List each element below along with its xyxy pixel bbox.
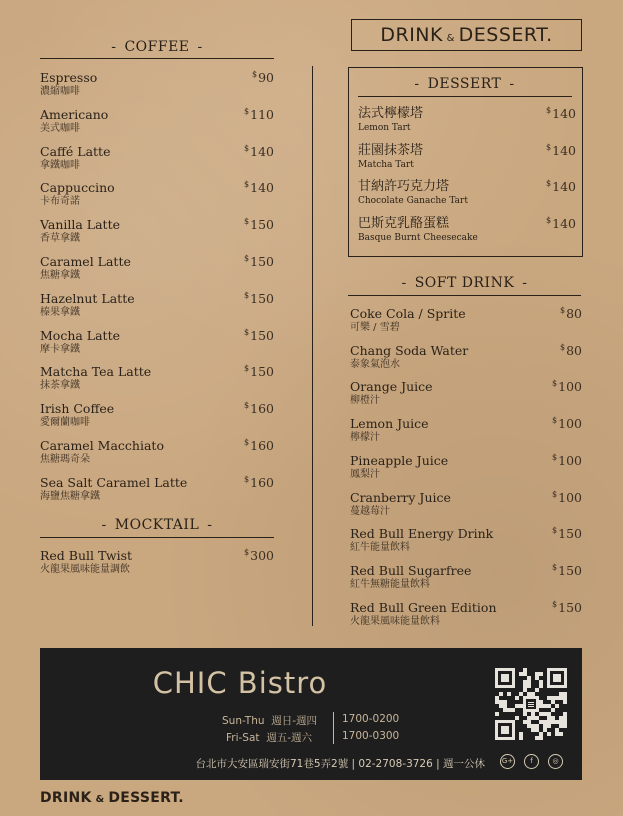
qr-module bbox=[535, 688, 539, 692]
item-name-en: Caffé Latte bbox=[40, 143, 111, 159]
item-name-en: Hazelnut Latte bbox=[40, 290, 135, 306]
item-name-en: Sea Salt Caramel Latte bbox=[40, 474, 188, 490]
currency-symbol: $ bbox=[546, 215, 552, 225]
currency-symbol: $ bbox=[244, 217, 250, 227]
price-value: 140 bbox=[552, 142, 576, 158]
price-value: 150 bbox=[250, 290, 274, 306]
logo-drink: DRINK bbox=[40, 790, 92, 806]
price-value: 150 bbox=[250, 364, 274, 380]
item-name-en: Red Bull Green Edition bbox=[350, 599, 497, 615]
qr-module bbox=[551, 708, 555, 712]
item-price bbox=[214, 70, 274, 85]
dessert-item bbox=[358, 106, 423, 134]
qr-module bbox=[527, 684, 531, 688]
item-name-zh: 紅牛無糖能量飲料 bbox=[350, 578, 430, 590]
currency-symbol: $ bbox=[244, 254, 250, 263]
qr-module bbox=[501, 726, 509, 734]
coffee-item bbox=[40, 328, 120, 356]
soft-drink-item bbox=[350, 526, 493, 554]
item-price bbox=[214, 180, 274, 195]
item-name-zh: 焦糖拿鐵 bbox=[40, 270, 80, 281]
footer-panel bbox=[40, 648, 582, 780]
currency-symbol: $ bbox=[244, 143, 250, 153]
price-value: 150 bbox=[558, 562, 582, 578]
item-price bbox=[214, 291, 274, 306]
coffee-item bbox=[40, 217, 120, 245]
coffee-item bbox=[40, 438, 164, 466]
currency-symbol: $ bbox=[552, 562, 558, 572]
qr-module bbox=[563, 724, 567, 728]
item-name-en: Espresso bbox=[40, 70, 98, 85]
item-name-en: Cranberry Juice bbox=[350, 489, 451, 505]
qr-module bbox=[528, 704, 534, 705]
qr-module bbox=[547, 724, 551, 728]
item-price bbox=[516, 600, 582, 615]
currency-symbol: $ bbox=[244, 327, 250, 337]
item-name-en: Pineapple Juice bbox=[350, 452, 449, 468]
currency-symbol: $ bbox=[546, 142, 552, 152]
item-price bbox=[516, 490, 582, 505]
item-price bbox=[512, 106, 576, 121]
currency-symbol: $ bbox=[546, 106, 552, 115]
item-price bbox=[512, 216, 576, 231]
price-value: 150 bbox=[250, 217, 274, 233]
price-value: 100 bbox=[558, 416, 582, 432]
item-name-zh: 焦糖瑪奇朵 bbox=[40, 454, 90, 465]
item-price bbox=[214, 364, 274, 379]
price-value: 80 bbox=[566, 342, 582, 358]
mocktail-item bbox=[40, 548, 132, 576]
item-name-en: Lemon Tart bbox=[358, 123, 411, 133]
item-price bbox=[214, 217, 274, 232]
brand-name: CHIC Bistro bbox=[152, 666, 328, 700]
qr-module bbox=[563, 700, 567, 704]
price-value: 160 bbox=[250, 474, 274, 490]
item-name-en: Coke Cola / Sprite bbox=[350, 306, 466, 321]
qr-module bbox=[539, 684, 543, 688]
hours-days-zh: 週日-週四 bbox=[271, 715, 318, 727]
qr-code[interactable] bbox=[495, 668, 567, 740]
item-price bbox=[214, 438, 274, 453]
logo-dessert: DESSERT. bbox=[108, 790, 184, 806]
qr-module bbox=[515, 716, 519, 720]
price-value: 160 bbox=[250, 438, 274, 453]
coffee-item bbox=[40, 144, 110, 172]
currency-symbol: $ bbox=[552, 489, 558, 499]
item-name-en: Matcha Tart bbox=[358, 159, 414, 170]
hours-row-1 bbox=[222, 713, 317, 728]
coffee-item bbox=[40, 254, 131, 282]
qr-module bbox=[539, 672, 543, 676]
coffee-item bbox=[40, 475, 187, 503]
soft-drink-item bbox=[350, 563, 471, 591]
column-divider bbox=[312, 66, 313, 626]
instagram-icon[interactable]: ◎ bbox=[548, 754, 563, 769]
item-price bbox=[214, 254, 274, 269]
item-name-zh: 可樂 / 雪碧 bbox=[350, 322, 400, 333]
item-name-zh: 拿鐵咖啡 bbox=[40, 159, 80, 171]
qr-module bbox=[495, 712, 499, 716]
currency-symbol: $ bbox=[244, 106, 250, 116]
qr-module bbox=[501, 674, 509, 682]
logo-amp: & bbox=[446, 33, 455, 44]
item-price bbox=[214, 548, 274, 563]
price-value: 110 bbox=[250, 106, 274, 122]
logo-dessert: DESSERT. bbox=[458, 24, 553, 46]
item-name-zh: 摩卡拿鐵 bbox=[40, 343, 80, 355]
item-name-zh: 法式檸檬塔 bbox=[358, 106, 424, 121]
item-price bbox=[516, 306, 582, 321]
item-name-en: Red Bull Sugarfree bbox=[350, 562, 472, 578]
price-value: 150 bbox=[558, 599, 582, 615]
hours-time-2: 1700-0300 bbox=[342, 730, 400, 742]
price-value: 150 bbox=[558, 526, 582, 542]
item-name-zh: 紅牛能量飲料 bbox=[350, 542, 410, 554]
price-value: 140 bbox=[552, 215, 576, 231]
currency-symbol: $ bbox=[244, 290, 250, 300]
item-name-zh: 鳳梨汁 bbox=[350, 468, 380, 480]
item-price bbox=[516, 343, 582, 358]
price-value: 100 bbox=[558, 452, 582, 468]
item-price bbox=[516, 416, 582, 431]
item-name-en: Irish Coffee bbox=[40, 401, 115, 417]
item-name-en: Orange Juice bbox=[350, 379, 433, 395]
hours-time-1: 1700-0200 bbox=[342, 713, 400, 725]
logo-drink: DRINK bbox=[380, 24, 443, 46]
hours-days-en: Fri-Sat bbox=[226, 732, 260, 744]
qr-module bbox=[539, 736, 543, 740]
currency-symbol: $ bbox=[244, 364, 250, 374]
soft-drink-title-rule bbox=[348, 295, 581, 296]
currency-symbol: $ bbox=[244, 474, 250, 484]
item-name-zh: 莊園抹茶塔 bbox=[358, 142, 424, 158]
currency-symbol: $ bbox=[560, 342, 566, 352]
item-price bbox=[516, 453, 582, 468]
item-name-en: Basque Burnt Cheesecake bbox=[358, 232, 478, 243]
item-price bbox=[214, 328, 274, 343]
mocktail-title-rule bbox=[40, 537, 274, 538]
currency-symbol: $ bbox=[252, 70, 258, 79]
currency-symbol: $ bbox=[560, 306, 566, 315]
item-price bbox=[516, 379, 582, 394]
item-name-en: Red Bull Energy Drink bbox=[350, 526, 494, 542]
currency-symbol: $ bbox=[546, 179, 552, 188]
currency-symbol: $ bbox=[552, 416, 558, 426]
item-name-en: Cappuccino bbox=[40, 180, 115, 196]
item-name-zh: 卡布奇諾 bbox=[40, 196, 80, 208]
price-value: 140 bbox=[250, 143, 274, 159]
coffee-item bbox=[40, 180, 115, 208]
hours-divider bbox=[333, 712, 334, 744]
item-price bbox=[516, 563, 582, 578]
currency-symbol: $ bbox=[552, 452, 558, 462]
item-name-en: Americano bbox=[40, 106, 109, 122]
coffee-item bbox=[40, 291, 135, 319]
item-name-zh: 榛果拿鐵 bbox=[40, 306, 80, 318]
currency-symbol: $ bbox=[244, 548, 250, 557]
coffee-item bbox=[40, 401, 114, 429]
price-value: 80 bbox=[566, 306, 582, 321]
hours-days-zh: 週五-週六 bbox=[266, 732, 312, 744]
price-value: 300 bbox=[250, 548, 274, 563]
price-value: 160 bbox=[250, 401, 274, 417]
qr-module bbox=[528, 702, 534, 703]
qr-module bbox=[528, 706, 534, 707]
item-name-zh: 泰象氣泡水 bbox=[350, 358, 400, 370]
coffee-item bbox=[40, 364, 151, 392]
coffee-title-rule bbox=[40, 58, 274, 59]
currency-symbol: $ bbox=[552, 526, 558, 536]
qr-module bbox=[519, 736, 523, 740]
soft-drink-item bbox=[350, 306, 466, 334]
hours-days-en: Sun-Thu bbox=[222, 715, 265, 727]
soft-drink-item bbox=[350, 416, 429, 444]
currency-symbol: $ bbox=[552, 599, 558, 609]
price-value: 100 bbox=[558, 379, 582, 395]
item-name-en: Chocolate Ganache Tart bbox=[358, 196, 468, 206]
item-name-zh: 美式咖啡 bbox=[40, 122, 80, 134]
coffee-item bbox=[40, 70, 97, 98]
logo-amp: & bbox=[95, 794, 105, 805]
item-price bbox=[214, 401, 274, 416]
item-price bbox=[516, 526, 582, 541]
mocktail-section-title: - MOCKTAIL - bbox=[101, 517, 213, 533]
item-name-en: Caramel Latte bbox=[40, 254, 131, 269]
qr-module bbox=[555, 704, 559, 708]
currency-symbol: $ bbox=[244, 401, 250, 411]
item-name-en: Chang Soda Water bbox=[350, 342, 469, 358]
soft-drink-item bbox=[350, 490, 451, 518]
dessert-section-title: - DESSERT - bbox=[414, 76, 515, 92]
soft-drink-item bbox=[350, 379, 433, 407]
footer-logo bbox=[40, 790, 184, 806]
address-line: 台北市大安區瑞安街71巷5弄2號 | 02-2708-3726 | 週一公休 bbox=[195, 758, 485, 770]
item-name-zh: 甘納許巧克力塔 bbox=[358, 179, 450, 194]
item-name-zh: 濃縮咖啡 bbox=[40, 86, 80, 97]
item-name-zh: 愛爾蘭咖啡 bbox=[40, 417, 90, 429]
soft-drink-section-title: - SOFT DRINK - bbox=[401, 275, 528, 291]
soft-drink-item bbox=[350, 343, 468, 371]
item-name-zh: 巴斯克乳酪蛋糕 bbox=[358, 215, 450, 231]
header-logo bbox=[351, 19, 582, 51]
qr-module bbox=[499, 692, 503, 696]
price-value: 140 bbox=[250, 180, 274, 196]
price-value: 150 bbox=[250, 254, 274, 269]
dessert-title-rule bbox=[358, 96, 572, 97]
currency-symbol: $ bbox=[552, 379, 558, 389]
item-name-zh: 柳橙汁 bbox=[350, 395, 380, 407]
coffee-item bbox=[40, 107, 108, 135]
item-name-en: Matcha Tea Latte bbox=[40, 364, 152, 380]
item-name-en: Caramel Macchiato bbox=[40, 438, 164, 453]
price-value: 140 bbox=[552, 179, 576, 194]
dessert-item bbox=[358, 143, 423, 171]
item-name-en: Mocha Latte bbox=[40, 327, 120, 343]
qr-module bbox=[511, 708, 515, 712]
item-name-en: Lemon Juice bbox=[350, 416, 429, 432]
price-value: 100 bbox=[558, 489, 582, 505]
hours-row-2 bbox=[226, 730, 312, 745]
item-price bbox=[214, 475, 274, 490]
qr-module bbox=[559, 732, 563, 736]
item-price bbox=[512, 143, 576, 158]
currency-symbol: $ bbox=[244, 180, 250, 190]
currency-symbol: $ bbox=[244, 438, 250, 447]
item-name-zh: 香草拿鐵 bbox=[40, 233, 80, 245]
item-name-zh: 海鹽焦糖拿鐵 bbox=[40, 490, 100, 502]
dessert-item bbox=[358, 179, 468, 207]
item-name-en: Vanilla Latte bbox=[40, 217, 120, 233]
price-value: 90 bbox=[258, 70, 274, 85]
price-value: 150 bbox=[250, 327, 274, 343]
qr-module bbox=[553, 674, 561, 682]
qr-module bbox=[515, 696, 519, 700]
coffee-section-title: - COFFEE - bbox=[111, 39, 203, 55]
item-price bbox=[512, 179, 576, 194]
google-plus-icon[interactable]: G+ bbox=[500, 754, 515, 769]
price-value: 140 bbox=[552, 106, 576, 121]
soft-drink-item bbox=[350, 453, 448, 481]
item-price bbox=[214, 107, 274, 122]
item-name-en: Red Bull Twist bbox=[40, 548, 133, 563]
item-price bbox=[214, 144, 274, 159]
item-name-zh: 檸檬汁 bbox=[350, 432, 380, 444]
qr-module bbox=[547, 732, 551, 736]
dessert-item bbox=[358, 216, 478, 244]
soft-drink-item bbox=[350, 600, 497, 628]
item-name-zh: 火龍果風味能量飲料 bbox=[350, 615, 440, 627]
item-name-zh: 抹茶拿鐵 bbox=[40, 380, 80, 392]
item-name-zh: 火龍果風味能量調飲 bbox=[40, 564, 130, 575]
qr-module bbox=[507, 692, 511, 696]
facebook-icon[interactable]: f bbox=[524, 754, 539, 769]
item-name-zh: 蔓越莓汁 bbox=[350, 505, 390, 517]
